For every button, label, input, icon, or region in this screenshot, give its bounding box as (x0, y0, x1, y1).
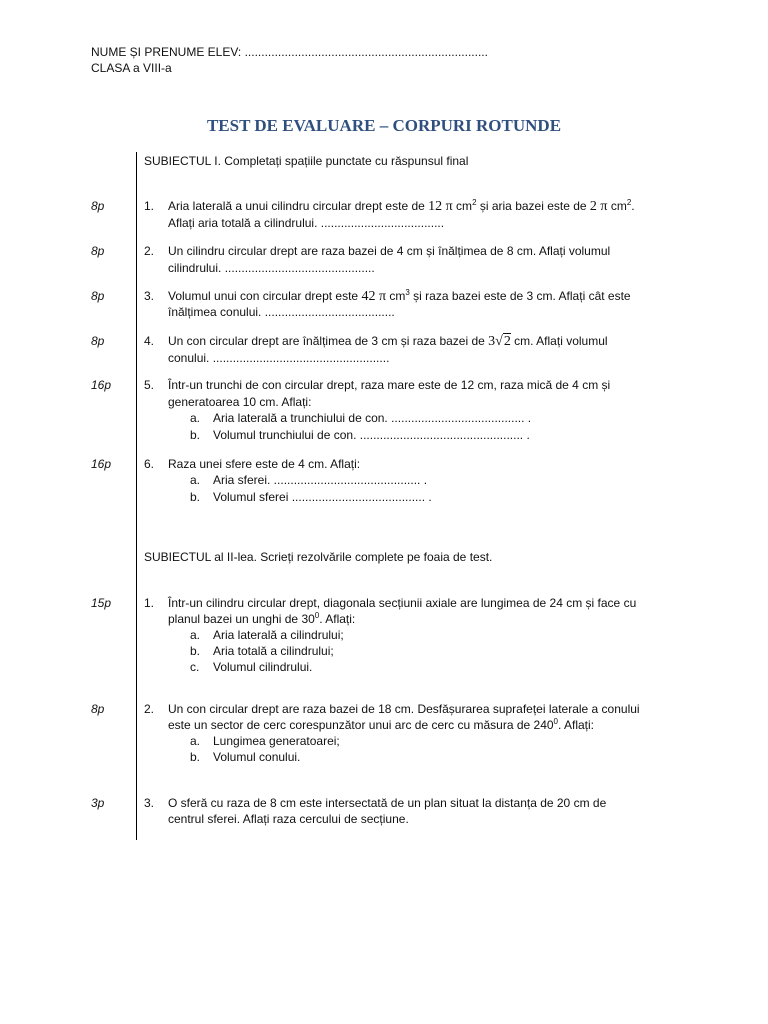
item-number: 2. (144, 244, 155, 258)
sqrt-radicand: 2 (503, 334, 511, 349)
item-number: 3. (144, 796, 155, 810)
item-points: 15p (91, 596, 112, 610)
option-label: a. (190, 628, 201, 642)
option-text: Aria laterală a trunchiului de con. ........................................ . (213, 411, 532, 425)
item-text-line2: cilindrului. ............................................. (168, 261, 375, 275)
item-number: 5. (144, 378, 155, 392)
item-text-line2: generatoarea 10 cm. Aflați: (168, 395, 312, 409)
item-points: 3p (91, 796, 105, 810)
superscript: 3 (405, 288, 410, 297)
option-label: b. (190, 644, 201, 658)
option-label: a. (190, 411, 201, 425)
math-expression: 3 (488, 334, 496, 349)
unit: cm (607, 199, 627, 213)
math-expression: 2 π (589, 199, 608, 214)
sqrt-icon: √ (495, 334, 503, 349)
option-label: b. (190, 490, 201, 504)
text-segment: planul bazei un unghi de 30 (168, 612, 315, 626)
item-points: 8p (91, 199, 105, 213)
math-expression: 42 π (361, 289, 387, 304)
item-number: 1. (144, 596, 155, 610)
option-text: Aria sferei. ............................................ . (213, 473, 428, 487)
item-number: 4. (144, 334, 155, 348)
unit: cm (452, 199, 473, 213)
option-text: Volumul conului. (213, 750, 301, 764)
item-text: Într-un trunchi de con circular drept, raza mare este de 12 cm, raza mică de 4 cm și (168, 378, 611, 392)
item-points: 16p (91, 457, 112, 471)
text-segment: . (631, 199, 635, 213)
option-text: Volumul cilindrului. (213, 660, 313, 674)
item-number: 2. (144, 702, 155, 716)
item-points: 8p (91, 702, 105, 716)
item-text (168, 333, 688, 350)
text-segment: și raza bazei este de 3 cm. Aflați cât este (409, 289, 631, 303)
item-points: 8p (91, 334, 105, 348)
option-label: a. (190, 473, 201, 487)
text-segment: Un con circular drept are înălțimea de 3 cm și raza bazei de (168, 334, 489, 348)
subject1-heading: SUBIECTUL I. Completați spațiile punctate cu răspunsul final (144, 154, 469, 168)
student-name-line: NUME ȘI PRENUME ELEV: ......................................................................... (91, 45, 488, 59)
item-text (168, 288, 688, 305)
page-title: TEST DE EVALUARE – CORPURI ROTUNDE (206, 116, 562, 135)
degree-superscript: 0 (314, 611, 320, 620)
unit: cm (386, 289, 406, 303)
item-text: Un cilindru circular drept are raza bazei de 4 cm și înălțimea de 8 cm. Aflați volumul (168, 244, 611, 258)
subject2-heading: SUBIECTUL al II-lea. Scrieți rezolvările complete pe foaia de test. (144, 550, 493, 564)
item-points: 8p (91, 289, 105, 303)
item-text: Un con circular drept are raza bazei de 18 cm. Desfășurarea suprafeței laterale a conului (168, 702, 640, 716)
text-segment: și aria bazei este de (476, 199, 590, 213)
option-text: Volumul sferei ........................................ . (213, 490, 432, 504)
item-text: Într-un cilindru circular drept, diagonala secțiunii axiale are lungimea de 24 cm și face cu (168, 596, 637, 610)
text-segment: . Aflați: (319, 612, 356, 626)
item-text-line2 (168, 611, 688, 627)
option-text: Aria laterală a cilindrului; (213, 628, 344, 642)
degree-superscript: 0 (553, 717, 558, 726)
item-points: 16p (91, 378, 112, 392)
item-text: O sferă cu raza de 8 cm este intersectată de un plan situat la distanța de 20 cm de (168, 796, 607, 810)
class-line: CLASA a VIII-a (91, 61, 172, 75)
option-label: c. (190, 660, 200, 674)
superscript: 2 (626, 198, 632, 207)
item-text-line2: centrul sferei. Aflați raza cercului de secțiune. (168, 812, 409, 826)
option-label: b. (190, 428, 201, 442)
text-segment: cm. Aflați volumul (510, 334, 608, 348)
option-text: Aria totală a cilindrului; (213, 644, 334, 658)
item-points: 8p (91, 244, 105, 258)
item-text-line2: înălțimea conului. ....................................... (168, 305, 395, 319)
item-text: Raza unei sfere este de 4 cm. Aflați: (168, 457, 361, 471)
option-text: Lungimea generatoarei; (213, 734, 340, 748)
item-text-line2 (168, 717, 688, 733)
math-expression: 12 π (428, 199, 453, 214)
margin-divider (136, 152, 137, 840)
item-text (168, 198, 688, 215)
item-number: 3. (144, 289, 155, 303)
option-label: a. (190, 734, 201, 748)
text-segment: Aria laterală a unui cilindru circular drept este de (168, 199, 429, 213)
item-text-line2: conului. ..................................................... (168, 351, 390, 365)
text-segment: Volumul unui con circular drept este (168, 289, 362, 303)
text-segment: . Aflați: (558, 718, 595, 732)
superscript: 2 (472, 198, 477, 207)
item-number: 1. (144, 199, 155, 213)
option-text: Volumul trunchiului de con. ................................................. . (213, 428, 530, 442)
item-number: 6. (144, 457, 155, 471)
text-segment: este un sector de cerc corespunzător unui arc de cerc cu măsura de 240 (168, 718, 554, 732)
item-text-line2: Aflați aria totală a cilindrului. ..................................... (168, 216, 445, 230)
option-label: b. (190, 750, 201, 764)
